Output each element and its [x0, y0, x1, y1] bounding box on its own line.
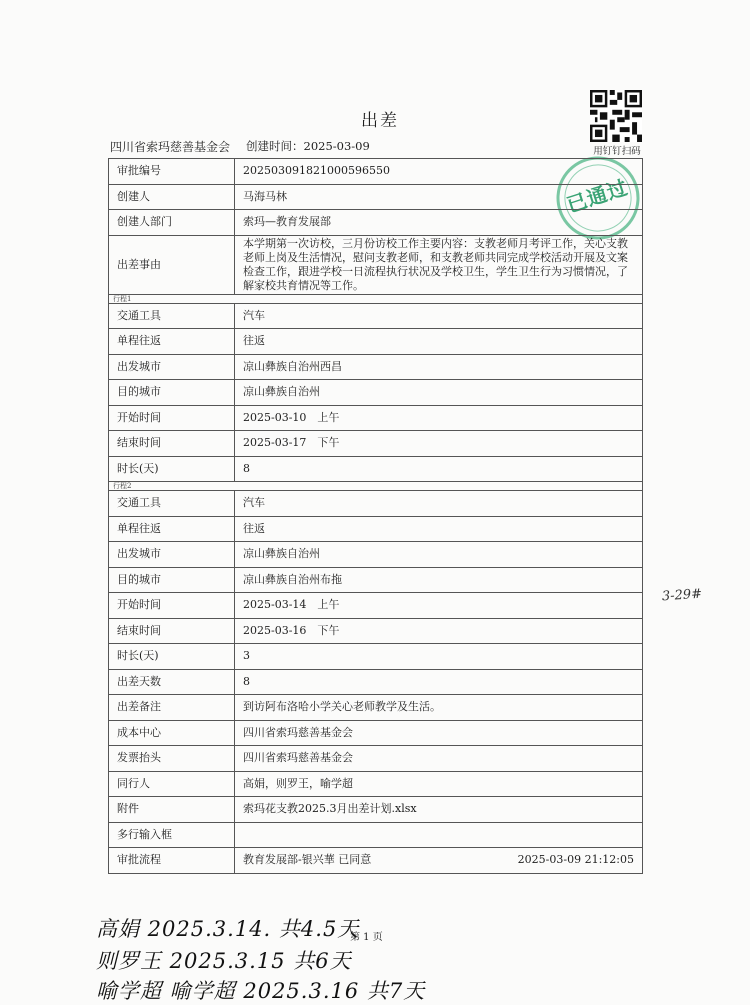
table-row: [109, 184, 643, 210]
table-row: [109, 159, 643, 185]
row-value: 凉山彝族自治州: [235, 542, 643, 568]
table-row: [109, 303, 643, 329]
row-label: 多行输入框: [109, 822, 235, 848]
row-value: 8: [235, 669, 643, 695]
handwritten-line-3: 喻学超 喻学超 2025.3.16 共7天: [96, 979, 426, 1003]
trip-1-label: 行程1: [109, 294, 643, 303]
row-label: 目的城市: [109, 567, 235, 593]
row-label: 开始时间: [109, 405, 235, 431]
row-value: 往返: [235, 516, 643, 542]
row-value: 索玛—教育发展部: [235, 210, 643, 236]
handwritten-line-1: 高娟 2025.3.14. 共4.5天: [96, 917, 360, 941]
row-value: 3: [235, 644, 643, 670]
row-value: 8: [235, 456, 643, 482]
row-label: 审批流程: [109, 848, 235, 874]
table-row: [109, 516, 643, 542]
table-row: [109, 405, 643, 431]
row-value: 四川省索玛慈善基金会: [235, 746, 643, 772]
row-value: 凉山彝族自治州: [235, 380, 643, 406]
row-label: 时长(天): [109, 456, 235, 482]
row-label: 时长(天): [109, 644, 235, 670]
row-label: 结束时间: [109, 431, 235, 457]
table-row: [109, 491, 643, 517]
row-label: 单程往返: [109, 329, 235, 355]
row-value: 汽车: [235, 303, 643, 329]
row-value: [235, 822, 643, 848]
row-value: 凉山彝族自治州布拖: [235, 567, 643, 593]
row-value: 本学期第一次访校，三月份访校工作主要内容：支教老师月考评工作，关心支教老师上岗及生活情况，慰问支教老师，和支教老师共同完成学校活动开展及文案检查工作，跟进学校一日流程执行状况及学校卫生，学生卫生行为习惯情况，了解家校共育情况等工作。: [235, 235, 643, 294]
table-row: [109, 354, 643, 380]
table-row: [109, 848, 643, 874]
row-label: 结束时间: [109, 618, 235, 644]
row-label: 出发城市: [109, 354, 235, 380]
table-row: [109, 593, 643, 619]
row-value: 2025-03-14 上午: [235, 593, 643, 619]
table-row: [109, 669, 643, 695]
trip-2-label: 行程2: [109, 482, 643, 491]
table-row: [109, 695, 643, 721]
table-row: [109, 380, 643, 406]
trip-section-header: [109, 482, 643, 491]
approval-flow-text: 教育发展部-银兴華 已同意: [243, 853, 372, 867]
document-title: 出差: [361, 111, 399, 131]
row-value: 2025-03-17 下午: [235, 431, 643, 457]
table-row: [109, 235, 643, 294]
row-label: 出差事由: [109, 235, 235, 294]
row-label: 附件: [109, 797, 235, 823]
table-row: [109, 210, 643, 236]
trip-section-header: [109, 294, 643, 303]
row-label: 出差天数: [109, 669, 235, 695]
row-value: 2025-03-10 上午: [235, 405, 643, 431]
row-label: 单程往返: [109, 516, 235, 542]
row-value: 往返: [235, 329, 643, 355]
organization-name: 四川省索玛慈善基金会: [110, 140, 231, 154]
row-label: 创建人部门: [109, 210, 235, 236]
table-row: [109, 567, 643, 593]
row-value: 凉山彝族自治州西昌: [235, 354, 643, 380]
table-row: [109, 618, 643, 644]
row-label: 同行人: [109, 771, 235, 797]
row-label: 发票抬头: [109, 746, 235, 772]
approval-form-table: [108, 158, 643, 874]
table-row: [109, 456, 643, 482]
row-label: 交通工具: [109, 491, 235, 517]
row-label: 成本中心: [109, 720, 235, 746]
table-row: [109, 746, 643, 772]
row-label: 交通工具: [109, 303, 235, 329]
approval-flow-time: 2025-03-09 21:12:05: [517, 853, 634, 867]
handwritten-line-2: 则罗王 2025.3.15 共6天: [96, 949, 352, 973]
table-row: [109, 644, 643, 670]
table-row: [109, 771, 643, 797]
row-value: 202503091821000596550: [235, 159, 643, 185]
page-number: 第 1 页: [350, 932, 383, 943]
row-label: 出发城市: [109, 542, 235, 568]
handwritten-margin-note: 3-29#: [661, 586, 703, 605]
row-label: 审批编号: [109, 159, 235, 185]
row-label: 目的城市: [109, 380, 235, 406]
row-label: 创建人: [109, 184, 235, 210]
row-label: 出差备注: [109, 695, 235, 721]
table-row: [109, 822, 643, 848]
table-row: [109, 720, 643, 746]
row-value: 高娟，则罗王，喻学超: [235, 771, 643, 797]
row-value: 到访阿布洛哈小学关心老师教学及生活。: [235, 695, 643, 721]
row-value: 马海马林: [235, 184, 643, 210]
qr-code-icon: [590, 90, 642, 142]
row-value: 2025-03-16 下午: [235, 618, 643, 644]
approval-flow-value: [235, 848, 643, 874]
created-time: 创建时间：2025-03-09: [246, 139, 370, 153]
table-row: [109, 797, 643, 823]
table-row: [109, 542, 643, 568]
table-row: [109, 431, 643, 457]
qr-caption: 用钉钉扫码: [593, 146, 641, 157]
stamp-text: 已通过: [563, 174, 632, 218]
row-value: 四川省索玛慈善基金会: [235, 720, 643, 746]
table-row: [109, 329, 643, 355]
attachment-file: 索玛花支教2025.3月出差计划.xlsx: [235, 797, 643, 823]
row-label: 开始时间: [109, 593, 235, 619]
row-value: 汽车: [235, 491, 643, 517]
